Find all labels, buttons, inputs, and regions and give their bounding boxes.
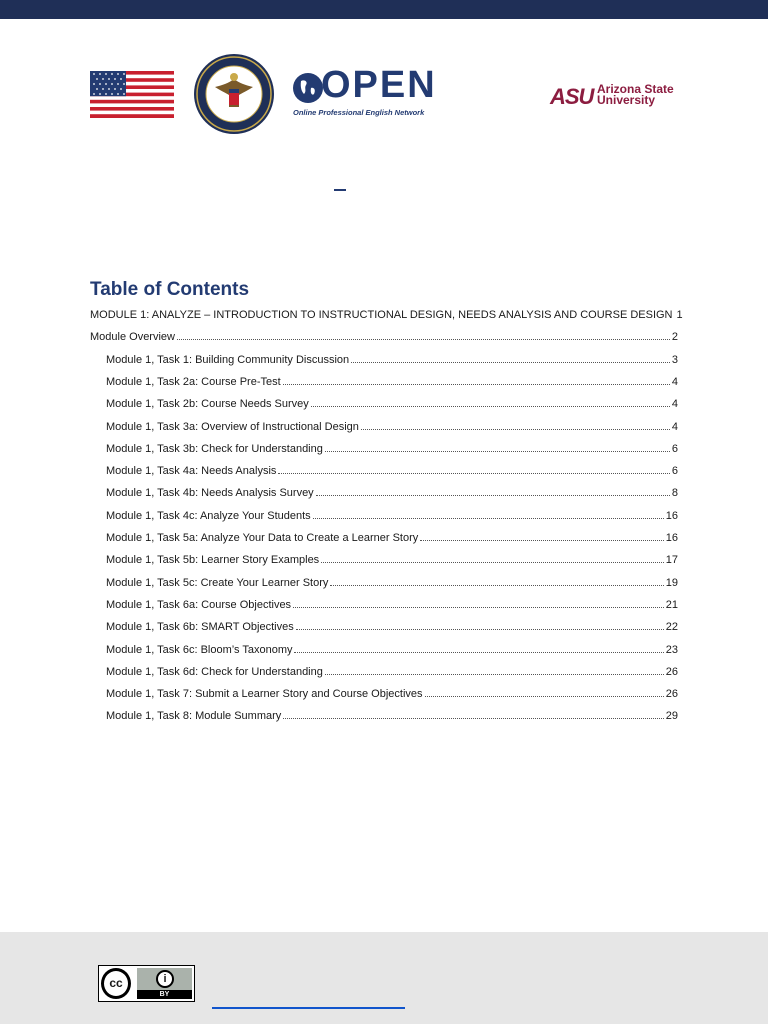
toc-entry-title: Module 1, Task 1: Building Community Discussion — [106, 353, 350, 366]
toc-entry[interactable] — [106, 597, 678, 612]
toc-entry[interactable] — [106, 374, 678, 389]
toc-entry-page: 8 — [671, 487, 678, 500]
toc-dot-leader — [361, 419, 670, 430]
toc-entry-title: Module 1, Task 4a: Needs Analysis — [106, 465, 277, 478]
toc-dot-leader — [283, 708, 663, 719]
asu-logo-mark: ASU — [550, 84, 594, 109]
toc-dot-leader — [330, 575, 663, 586]
toc-dot-leader — [296, 619, 664, 630]
toc-entry[interactable] — [106, 530, 678, 545]
page-footer — [0, 932, 768, 1024]
asu-name-line1: Arizona State — [597, 82, 674, 96]
license-link[interactable] — [212, 1007, 405, 1009]
toc-entry-title: MODULE 1: ANALYZE – INTRODUCTION TO INSTRUCTIONAL DESIGN, NEEDS ANALYSIS AND COURSE DESIGN — [90, 309, 673, 321]
toc-entry-page: 6 — [671, 442, 678, 455]
toc-dot-leader — [325, 441, 670, 452]
toc-entry-title: Module 1, Task 6a: Course Objectives — [106, 598, 292, 611]
open-logo-subtitle: Online Professional English Network — [293, 108, 425, 117]
toc-entry-page: 26 — [665, 665, 678, 678]
toc-entry-page: 4 — [671, 420, 678, 433]
toc-entry[interactable] — [106, 619, 678, 634]
toc-title: Table of Contents — [90, 279, 250, 300]
us-flag-icon — [90, 71, 174, 118]
toc-dot-leader — [420, 530, 663, 541]
toc-entry-page: 2 — [671, 331, 678, 344]
toc-entry-page: 17 — [665, 554, 678, 567]
asu-name-line2: University — [597, 93, 656, 107]
cc-by-label: BY — [137, 990, 192, 999]
attribution-person-icon: i — [156, 970, 174, 988]
toc-entry[interactable] — [106, 708, 678, 723]
toc-entry-page: 4 — [671, 375, 678, 388]
toc-entry[interactable] — [106, 508, 678, 523]
toc-entry-title: Module 1, Task 2b: Course Needs Survey — [106, 398, 309, 411]
toc-entry-page: 3 — [671, 353, 678, 366]
toc-dot-leader — [425, 686, 664, 697]
toc-entry-title: Module 1, Task 6d: Check for Understanding — [106, 665, 323, 678]
toc-entry-title: Module 1, Task 3a: Overview of Instructional Design — [106, 420, 359, 433]
toc-entry-page: 1 — [676, 309, 683, 321]
cc-icon: cc — [101, 968, 131, 999]
toc-dot-leader — [316, 485, 670, 496]
toc-dot-leader — [293, 597, 664, 608]
asu-logo-name — [597, 84, 674, 106]
toc-dot-leader — [311, 396, 670, 407]
toc-entry[interactable] — [106, 664, 678, 679]
toc-entry-title: Module Overview — [90, 331, 175, 344]
toc-entry[interactable] — [106, 686, 678, 701]
toc-entry-page: 6 — [671, 465, 678, 478]
toc-entry-page: 16 — [665, 509, 678, 522]
toc-entry-page: 16 — [665, 532, 678, 544]
toc-entry[interactable] — [106, 419, 678, 434]
toc-entry[interactable] — [106, 552, 678, 567]
toc-entry[interactable] — [106, 352, 678, 367]
open-logo-text: OPEN — [321, 64, 437, 106]
toc-entry[interactable] — [90, 307, 683, 322]
toc-entry-title: Module 1, Task 2a: Course Pre-Test — [106, 375, 281, 388]
toc-entry-page: 29 — [665, 710, 678, 723]
toc-dot-leader — [321, 552, 664, 563]
toc-dot-leader — [283, 374, 670, 385]
toc-entry[interactable] — [90, 329, 678, 344]
toc-entry[interactable] — [106, 642, 678, 657]
toc-entry-page: 23 — [665, 643, 678, 656]
toc-entry-page: 26 — [665, 688, 678, 701]
toc-entry-title: Module 1, Task 6b: SMART Objectives — [106, 621, 294, 634]
toc-entry-page: 21 — [665, 598, 678, 611]
toc-entry-title: Module 1, Task 5a: Analyze Your Data to Create a Learner Story — [106, 532, 419, 544]
cc-attribution-panel — [137, 968, 192, 999]
department-of-state-seal-icon — [193, 53, 275, 135]
toc-entry-title: Module 1, Task 4c: Analyze Your Students — [106, 509, 311, 522]
toc-entry[interactable] — [106, 575, 678, 590]
toc-entry-title: Module 1, Task 3b: Check for Understanding — [106, 442, 323, 455]
toc-dot-leader — [313, 508, 664, 519]
toc-dot-leader — [177, 329, 670, 340]
toc-entry-title: Module 1, Task 6c: Bloom’s Taxonomy — [106, 643, 293, 656]
globe-icon — [292, 72, 324, 104]
toc-entry[interactable] — [106, 463, 678, 478]
toc-dot-leader — [278, 463, 669, 474]
toc-entry-title: Module 1, Task 5b: Learner Story Examples — [106, 554, 320, 567]
toc-entry[interactable] — [106, 441, 678, 456]
toc-entry[interactable] — [106, 485, 678, 500]
title-underline-placeholder — [334, 189, 346, 191]
toc-entry-page: 22 — [665, 621, 678, 634]
toc-dot-leader — [294, 642, 663, 653]
toc-entry-title: Module 1, Task 7: Submit a Learner Story and Course Objectives — [106, 688, 423, 701]
toc-entry-page: 19 — [665, 576, 678, 589]
toc-entry-title: Module 1, Task 4b: Needs Analysis Survey — [106, 487, 314, 500]
toc-entry-page: 4 — [671, 398, 678, 411]
toc-entry[interactable] — [106, 396, 678, 411]
toc-dot-leader — [351, 352, 670, 363]
toc-entry-title: Module 1, Task 5c: Create Your Learner Story — [106, 576, 329, 589]
top-banner-bar — [0, 0, 768, 19]
creative-commons-badge — [98, 965, 195, 1002]
toc-entry-title: Module 1, Task 8: Module Summary — [106, 710, 282, 723]
header-logos — [0, 50, 768, 140]
toc-dot-leader — [325, 664, 664, 675]
